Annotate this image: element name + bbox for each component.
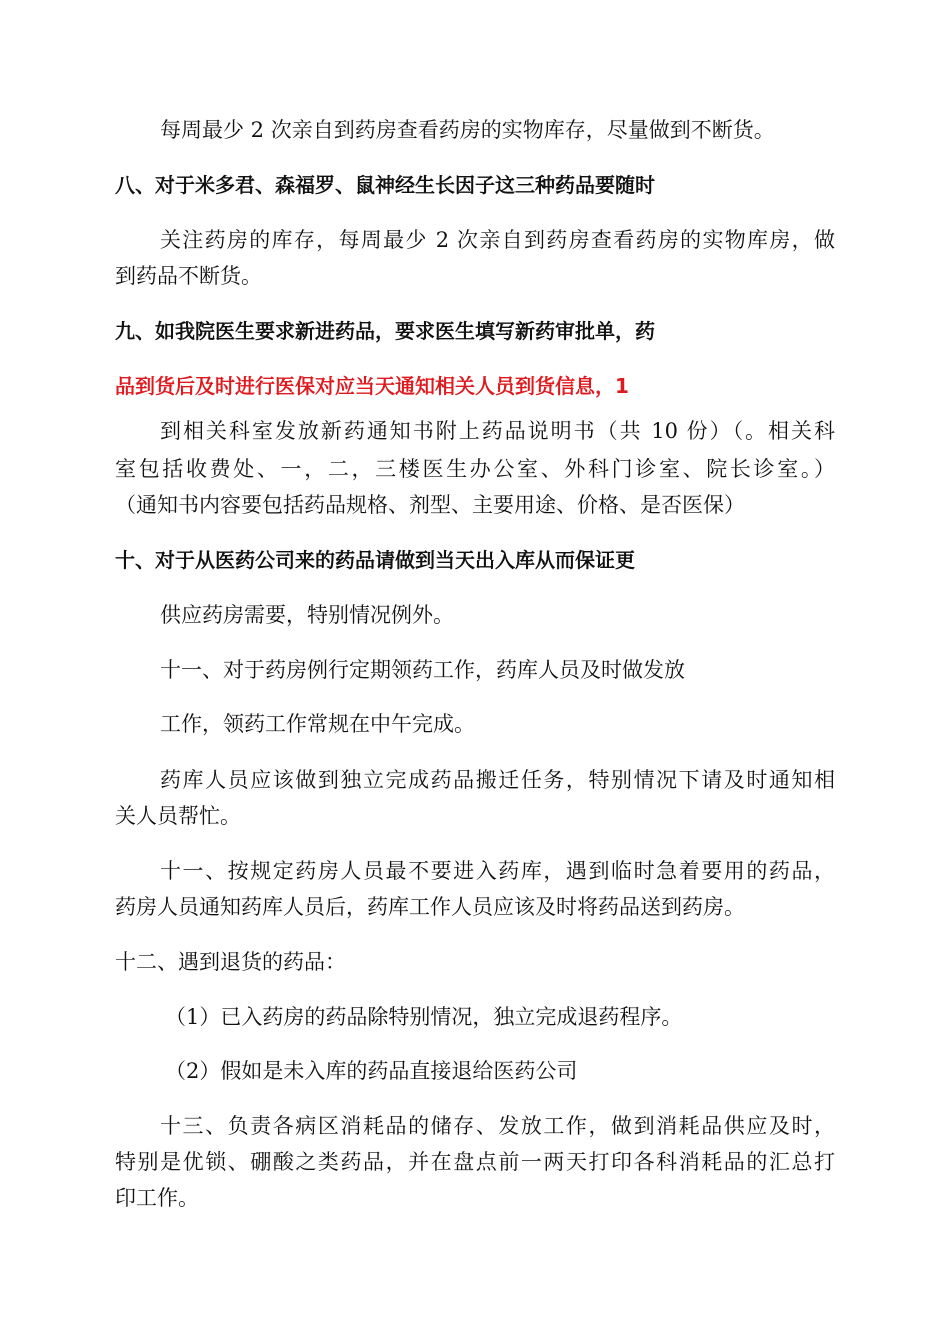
section-heading-10: 十、对于从医药公司来的药品请做到当天出入库从而保证更 <box>115 548 635 572</box>
text-line: 十三、负责各病区消耗品的储存、发放工作，做到消耗品供应及时， <box>160 1114 835 1138</box>
text-line: 室包括收费处、一，二，三楼医生办公室、外科门诊室、院长诊室。） <box>115 457 835 481</box>
section-heading-8: 八、对于米多君、森福罗、鼠神经生长因子这三种药品要随时 <box>115 173 655 197</box>
text-line: 特别是优锁、硼酸之类药品，并在盘点前一两天打印各科消耗品的汇总打 <box>115 1150 835 1174</box>
text-line: 关注药房的库存，每周最少 2 次亲自到药房查看药房的实物库房，做 <box>160 228 835 252</box>
text-line: 十二、遇到退货的药品： <box>115 950 346 974</box>
text-line: 到相关科室发放新药通知书附上药品说明书（共 10 份）（。相关科 <box>160 419 835 443</box>
text-line: 药库人员应该做到独立完成药品搬迁任务，特别情况下请及时通知相 <box>160 768 835 792</box>
text-line: 供应药房需要，特别情况例外。 <box>160 603 454 627</box>
text-line: 关人员帮忙。 <box>115 804 241 828</box>
text-line: 工作，领药工作常规在中午完成。 <box>160 712 475 736</box>
text-line: 药房人员通知药库人员后，药库工作人员应该及时将药品送到药房。 <box>115 895 745 919</box>
section-heading-9: 九、如我院医生要求新进药品，要求医生填写新药审批单，药 <box>115 319 655 343</box>
text-line: 每周最少 2 次亲自到药房查看药房的实物库存，尽量做到不断货。 <box>160 118 775 142</box>
text-line: 印工作。 <box>115 1186 199 1210</box>
highlighted-line: 品到货后及时进行医保对应当天通知相关人员到货信息，1 <box>115 374 629 398</box>
text-line: 十一、对于药房例行定期领药工作，药库人员及时做发放 <box>160 658 685 682</box>
list-item: （2）假如是未入库的药品直接退给医药公司 <box>165 1059 578 1083</box>
text-line: 到药品不断货。 <box>115 264 262 288</box>
text-line: 十一、按规定药房人员最不要进入药库，遇到临时急着要用的药品， <box>160 859 835 883</box>
text-line: （通知书内容要包括药品规格、剂型、主要用途、价格、是否医保） <box>115 493 745 517</box>
list-item: （1）已入药房的药品除特别情况，独立完成退药程序。 <box>165 1005 683 1029</box>
